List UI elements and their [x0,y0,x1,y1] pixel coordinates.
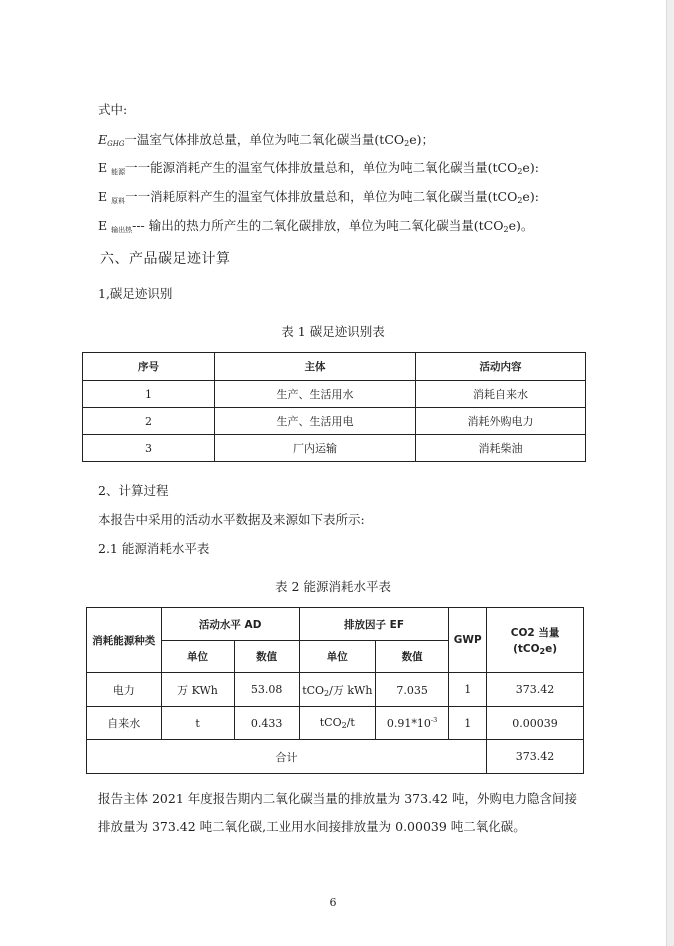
table2-cell-ef-value: 7.035 [375,673,448,707]
def-unit-end: e)。 [508,218,534,233]
table1-cell: 厂内运输 [215,435,416,462]
subsection-1-title: 1,碳足迹识别 [98,286,173,301]
def-e-heat [98,216,533,235]
table2-cell-value: 53.08 [234,673,299,707]
table2-cell-ef-unit: tCO$_2$/万 kWh [299,673,375,707]
table2-cell-gwp: 1 [449,673,487,707]
def-unit-sub: 2 [404,139,410,148]
subsection-2-title: 2、计算过程 [98,483,169,498]
table1-header-subject: 主体 [215,353,416,381]
table-row [83,435,586,462]
def-unit-sub: 2 [517,167,523,176]
table2-header-ef-value: 数值 [375,641,448,673]
def-e-energy [98,158,539,177]
def-unit-sub: 2 [503,225,509,234]
def-symbol-sub: GHG [107,140,125,148]
table-row [83,408,586,435]
def-symbol-sub: 输出热 [111,226,133,234]
def-text: 一一能源消耗产生的温室气体排放量总和，单位为吨二氧化碳当量(tCO [125,160,518,175]
def-symbol: E [98,132,108,147]
table2-cell-ef-value: $0.91*10^{-3}$ [375,707,448,740]
table2-caption: 表 2 能源消耗水平表 [275,579,391,594]
def-unit-end: e): [522,160,539,175]
table1-cell: 消耗自来水 [416,381,586,408]
conclusion-line-1: 报告主体 2021 年度报告期内二氧化碳当量的排放量为 373.42 吨，外购电力隐含间接 [98,791,577,806]
table1-caption: 表 1 碳足迹识别表 [281,324,385,339]
table1-header-activity: 活动内容 [416,353,586,381]
table-row [87,707,584,740]
table1-cell: 消耗柴油 [416,435,586,462]
intro-text: 本报告中采用的活动水平数据及来源如下表所示: [98,512,365,527]
table2-header-co2 [487,608,584,673]
def-unit-sub: 2 [517,196,523,205]
co2-header-line2b: e) [545,642,558,655]
table2-cell-type: 电力 [87,673,162,707]
table2-header-value: 数值 [234,641,299,673]
table1-header-no: 序号 [83,353,215,381]
conclusion-line-2: 排放量为 373.42 吨二氧化碳,工业用水间接排放量为 0.00039 吨二氧化碳。 [98,819,526,834]
table2-header-ef: 排放因子 EF [299,608,449,641]
table2-cell-co2: 373.42 [487,673,584,707]
table2-cell-type: 自来水 [87,707,162,740]
table1-cell: 消耗外购电力 [416,408,586,435]
table2-cell-unit: t [161,707,234,740]
table2-header-ad: 活动水平 AD [161,608,299,641]
viewer-edge [666,0,674,946]
table2-total-value: 373.42 [487,740,584,774]
table1-cell: 3 [83,435,215,462]
table-row [83,381,586,408]
def-unit-end: e): [522,189,539,204]
co2-header-line2a: (tCO [513,642,540,655]
def-text: 一一消耗原料产生的温室气体排放量总和，单位为吨二氧化碳当量(tCO [125,189,518,204]
subsection-21-title: 2.1 能源消耗水平表 [98,541,210,556]
def-symbol-sub: 能源 [111,168,126,176]
def-text: --- 输出的热力所产生的二氧化碳排放，单位为吨二氧化碳当量(tCO [132,218,504,233]
section-6-title: 六、产品碳足迹计算 [100,251,231,267]
def-e-ghg [98,130,434,148]
table1-cell: 1 [83,381,215,408]
table2-header-gwp: GWP [449,608,487,673]
def-e-material [98,187,539,206]
table-row [87,673,584,707]
def-text: 一温室气体排放总量，单位为吨二氧化碳当量(tCO [124,132,405,147]
table2-header-type: 消耗能源种类 [87,608,162,673]
page-number: 6 [329,896,337,909]
table1-cell: 生产、生活用电 [215,408,416,435]
co2-header-sub: 2 [539,646,546,656]
co2-header-line1: CO2 当量 [510,626,560,639]
def-unit-end: e)； [409,132,435,147]
table1-cell: 2 [83,408,215,435]
table2-header-ef-unit: 单位 [299,641,375,673]
table2-cell-ef-unit: tCO$_2$/t [299,707,375,740]
def-symbol: E [98,160,108,175]
table1-carbon-footprint [82,352,586,462]
table2-cell-unit: 万 KWh [161,673,234,707]
table2-cell-gwp: 1 [449,707,487,740]
def-symbol: E [98,218,108,233]
table2-total-label: 合计 [87,740,487,774]
def-symbol-sub: 原料 [111,197,126,205]
table-row-total [87,740,584,774]
table2-cell-co2: 0.00039 [487,707,584,740]
table2-energy-consumption [86,607,584,774]
table1-cell: 生产、生活用水 [215,381,416,408]
table2-cell-value: 0.433 [234,707,299,740]
table2-header-unit: 单位 [161,641,234,673]
formula-intro: 式中: [98,102,128,117]
def-symbol: E [98,189,108,204]
